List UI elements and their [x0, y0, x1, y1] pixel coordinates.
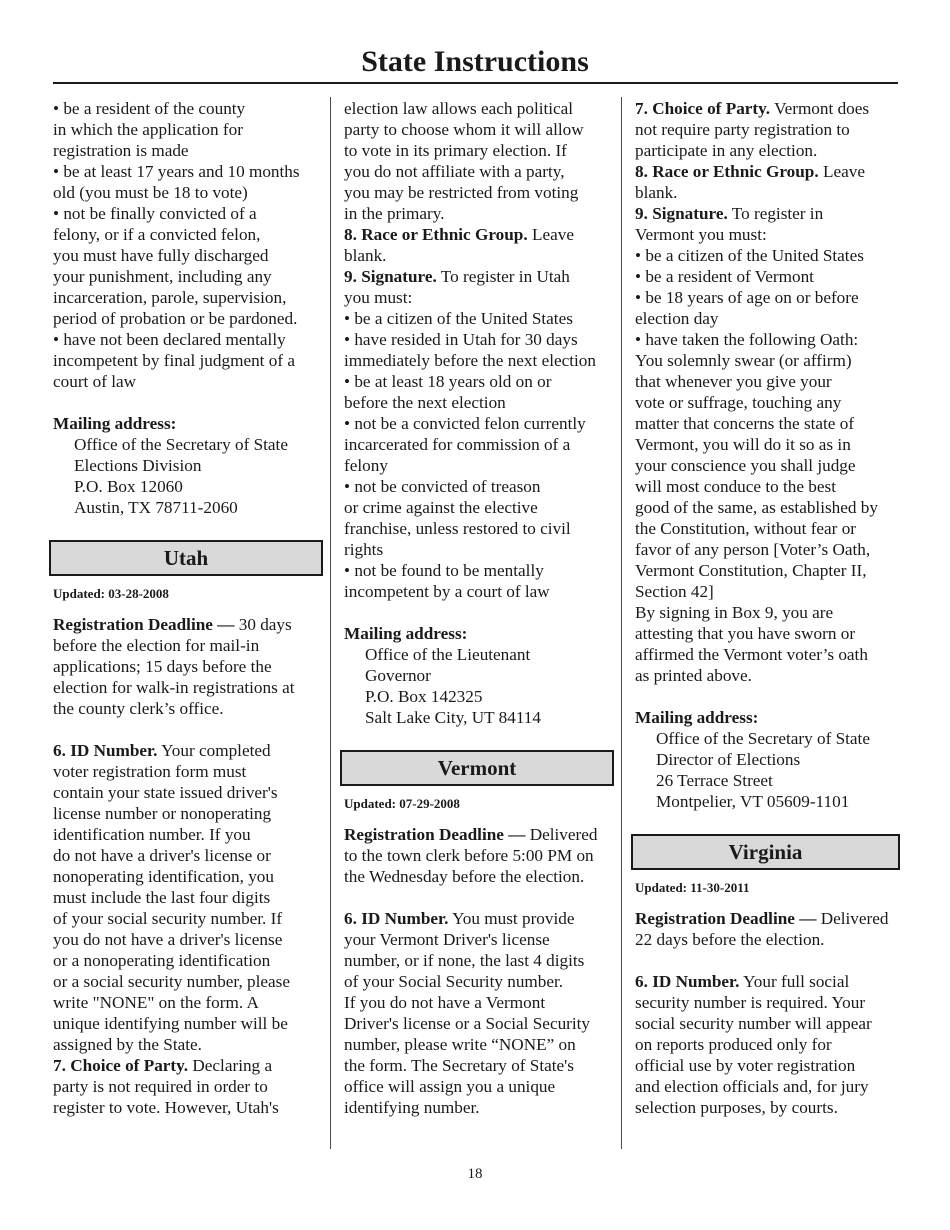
utah-section-header: Utah [49, 540, 323, 576]
section-label: Registration Deadline — [635, 909, 817, 928]
text-line: Office of the Secretary of State [656, 729, 870, 748]
text-line: attesting that you have sworn or [635, 624, 856, 643]
text-line: • be a resident of Vermont [635, 267, 814, 286]
text-line: as printed above. [635, 666, 752, 685]
vermont-choice-of-party [635, 98, 900, 161]
vermont-mailing-address [635, 728, 900, 812]
text-line: incompetent by a court of law [344, 582, 550, 601]
column-divider-1 [330, 97, 331, 1149]
text-line: security number is required. Your [635, 993, 866, 1012]
text-line: rights [344, 540, 384, 559]
text-line: vote or suffrage, touching any [635, 393, 842, 412]
utah-choice-of-party-continued [344, 98, 614, 224]
text-line: P.O. Box 12060 [74, 477, 183, 496]
text-line: 8. Race or Ethnic Group. Leave [344, 225, 574, 244]
text-line: your conscience you shall judge [635, 456, 856, 475]
mailing-address-label: Mailing address: [344, 624, 468, 643]
text-line: the Constitution, without fear or [635, 519, 857, 538]
text-line: matter that concerns the state of [635, 414, 855, 433]
text-line: incarceration, parole, supervision, [53, 288, 287, 307]
text-line: identifying number. [344, 1098, 480, 1117]
section-label: 6. ID Number. [635, 972, 740, 991]
texas-mailing-address [53, 434, 323, 518]
text-line: Section 42] [635, 582, 714, 601]
text-line: official use by voter registration [635, 1056, 856, 1075]
column-divider-2 [621, 97, 622, 1149]
text-line: good of the same, as established by [635, 498, 878, 517]
text-line: 9. Signature. To register in Utah [344, 267, 570, 286]
text-line: By signing in Box 9, you are [635, 603, 834, 622]
page-number: 18 [467, 1166, 483, 1182]
text-line: your Vermont Driver's license [344, 930, 550, 949]
text-line: election law allows each political [344, 99, 574, 118]
text-line: • be a citizen of the United States [635, 246, 864, 265]
vermont-registration-deadline [344, 824, 614, 887]
mailing-address-label: Mailing address: [635, 708, 759, 727]
text-line: Vermont Constitution, Chapter II, [635, 561, 867, 580]
virginia-registration-deadline [635, 908, 900, 950]
text-line: • be a citizen of the United States [344, 309, 573, 328]
text-line: voter registration form must [53, 762, 247, 781]
section-label: Registration Deadline — [344, 825, 526, 844]
text-line: in the primary. [344, 204, 445, 223]
vermont-id-number [344, 908, 614, 1118]
text-line: • have not been declared mentally [53, 330, 286, 349]
text-line: period of probation or be pardoned. [53, 309, 298, 328]
text-line: participate in any election. [635, 141, 818, 160]
text-line: nonoperating identification, you [53, 867, 274, 886]
text-line: Salt Lake City, UT 84114 [365, 708, 541, 727]
text-line: or crime against the elective [344, 498, 538, 517]
text-line: of your social security number. If [53, 909, 283, 928]
section-label: 7. Choice of Party. [53, 1056, 189, 1075]
text-line: not require party registration to [635, 120, 850, 139]
text-line: • be 18 years of age on or before [635, 288, 859, 307]
text-line: 26 Terrace Street [656, 771, 773, 790]
text-line: election for walk-in registrations at [53, 678, 295, 697]
text-line: • not be a convicted felon currently [344, 414, 586, 433]
section-label: 9. Signature. [635, 204, 728, 223]
text-line: office will assign you a unique [344, 1077, 556, 1096]
text-line: court of law [53, 372, 137, 391]
text-line: to vote in its primary election. If [344, 141, 567, 160]
text-line: blank. [344, 246, 387, 265]
text-line: you must have fully discharged [53, 246, 269, 265]
text-line: affirmed the Vermont voter’s oath [635, 645, 868, 664]
text-line: 8. Race or Ethnic Group. Leave [635, 162, 865, 181]
text-line: register to vote. However, Utah's [53, 1098, 279, 1117]
vermont-signature [635, 203, 900, 686]
text-line: number, or if none, the last 4 digits [344, 951, 585, 970]
text-line: number, please write “NONE” on [344, 1035, 576, 1054]
text-line: 22 days before the election. [635, 930, 825, 949]
utah-id-number [53, 740, 323, 1055]
text-line: you may be restricted from voting [344, 183, 579, 202]
page-title: State Instructions [361, 45, 589, 78]
section-label: 6. ID Number. [344, 909, 449, 928]
utah-updated-date: Updated: 03-28-2008 [53, 586, 169, 601]
text-line: or a social security number, please [53, 972, 290, 991]
text-line: before the next election [344, 393, 506, 412]
text-line: election day [635, 309, 719, 328]
text-line: incompetent by final judgment of a [53, 351, 295, 370]
text-line: • have resided in Utah for 30 days [344, 330, 578, 349]
text-line: Registration Deadline — Delivered [635, 909, 889, 928]
utah-signature [344, 266, 614, 602]
text-line: will most conduce to the best [635, 477, 836, 496]
text-line: identification number. If you [53, 825, 251, 844]
column-2 [344, 98, 614, 1118]
text-line: you do not have a driver's license [53, 930, 283, 949]
utah-race-ethnic-group [344, 224, 614, 266]
text-line: Elections Division [74, 456, 202, 475]
text-line: • be at least 18 years old on or [344, 372, 552, 391]
vermont-updated-date: Updated: 07-29-2008 [344, 796, 460, 811]
text-line: in which the application for [53, 120, 243, 139]
text-line: Vermont, you will do it so as in [635, 435, 851, 454]
text-line: • be at least 17 years and 10 months [53, 162, 300, 181]
text-line: contain your state issued driver's [53, 783, 278, 802]
text-line: • not be convicted of treason [344, 477, 541, 496]
text-line: and election officials and, for jury [635, 1077, 869, 1096]
text-line: incarcerated for commission of a [344, 435, 571, 454]
text-line: Registration Deadline — 30 days [53, 615, 292, 634]
text-line: your punishment, including any [53, 267, 272, 286]
text-line: the form. The Secretary of State's [344, 1056, 574, 1075]
virginia-updated-date: Updated: 11-30-2011 [635, 880, 750, 895]
section-label: 8. Race or Ethnic Group. [635, 162, 819, 181]
text-line: Driver's license or a Social Security [344, 1014, 591, 1033]
text-line: write "NONE" on the form. A [53, 993, 259, 1012]
section-label: Registration Deadline — [53, 615, 235, 634]
vermont-section-header: Vermont [340, 750, 614, 786]
text-line: do not have a driver's license or [53, 846, 271, 865]
text-line: 6. ID Number. You must provide [344, 909, 575, 928]
text-line: 9. Signature. To register in [635, 204, 824, 223]
text-line: that whenever you give your [635, 372, 832, 391]
text-line: P.O. Box 142325 [365, 687, 483, 706]
text-line: social security number will appear [635, 1014, 872, 1033]
text-line: you must: [344, 288, 413, 307]
text-line: of your Social Security number. [344, 972, 564, 991]
text-line: immediately before the next election [344, 351, 596, 370]
text-line: old (you must be 18 to vote) [53, 183, 248, 202]
text-line: felony, or if a convicted felon, [53, 225, 261, 244]
text-line: • be a resident of the county [53, 99, 246, 118]
text-line: franchise, unless restored to civil [344, 519, 571, 538]
column-3 [635, 98, 900, 1118]
text-line: 6. ID Number. Your completed [53, 741, 271, 760]
title-divider [53, 82, 898, 84]
text-line: to the town clerk before 5:00 PM on [344, 846, 594, 865]
text-line: 7. Choice of Party. Declaring a [53, 1056, 273, 1075]
text-line: felony [344, 456, 388, 475]
text-line: • not be finally convicted of a [53, 204, 257, 223]
text-line: 6. ID Number. Your full social [635, 972, 850, 991]
section-label: 8. Race or Ethnic Group. [344, 225, 528, 244]
text-line: Office of the Lieutenant [365, 645, 531, 664]
text-line: applications; 15 days before the [53, 657, 272, 676]
text-line: the county clerk’s office. [53, 699, 224, 718]
utah-mailing-address [344, 644, 614, 728]
utah-choice-of-party [53, 1055, 323, 1118]
text-line: you do not affiliate with a party, [344, 162, 565, 181]
section-label: 9. Signature. [344, 267, 437, 286]
section-label: 7. Choice of Party. [635, 99, 771, 118]
text-line: Governor [365, 666, 431, 685]
text-line: before the election for mail-in [53, 636, 260, 655]
text-line: party to choose whom it will allow [344, 120, 584, 139]
text-line: Office of the Secretary of State [74, 435, 288, 454]
text-line: Austin, TX 78711-2060 [74, 498, 238, 517]
vermont-race-ethnic-group [635, 161, 900, 203]
text-line: unique identifying number will be [53, 1014, 288, 1033]
text-line: Registration Deadline — Delivered [344, 825, 598, 844]
text-line: favor of any person [Voter’s Oath, [635, 540, 871, 559]
virginia-section-header: Virginia [631, 834, 900, 870]
text-line: 7. Choice of Party. Vermont does [635, 99, 870, 118]
text-line: on reports produced only for [635, 1035, 832, 1054]
text-line: license number or nonoperating [53, 804, 272, 823]
text-line: If you do not have a Vermont [344, 993, 546, 1012]
text-line: or a nonoperating identification [53, 951, 271, 970]
text-line: the Wednesday before the election. [344, 867, 585, 886]
text-line: Director of Elections [656, 750, 801, 769]
mailing-address-label: Mailing address: [53, 414, 177, 433]
utah-registration-deadline [53, 614, 323, 719]
texas-eligibility-list [53, 98, 323, 392]
text-line: Montpelier, VT 05609-1101 [656, 792, 850, 811]
text-line: party is not required in order to [53, 1077, 268, 1096]
text-line: must include the last four digits [53, 888, 271, 907]
column-1 [53, 98, 323, 1118]
text-line: assigned by the State. [53, 1035, 202, 1054]
text-line: You solemnly swear (or affirm) [635, 351, 852, 370]
virginia-id-number [635, 971, 900, 1118]
text-line: selection purposes, by courts. [635, 1098, 838, 1117]
text-line: • not be found to be mentally [344, 561, 544, 580]
section-label: 6. ID Number. [53, 741, 158, 760]
text-line: blank. [635, 183, 678, 202]
text-line: Vermont you must: [635, 225, 767, 244]
text-line: registration is made [53, 141, 189, 160]
text-line: • have taken the following Oath: [635, 330, 859, 349]
